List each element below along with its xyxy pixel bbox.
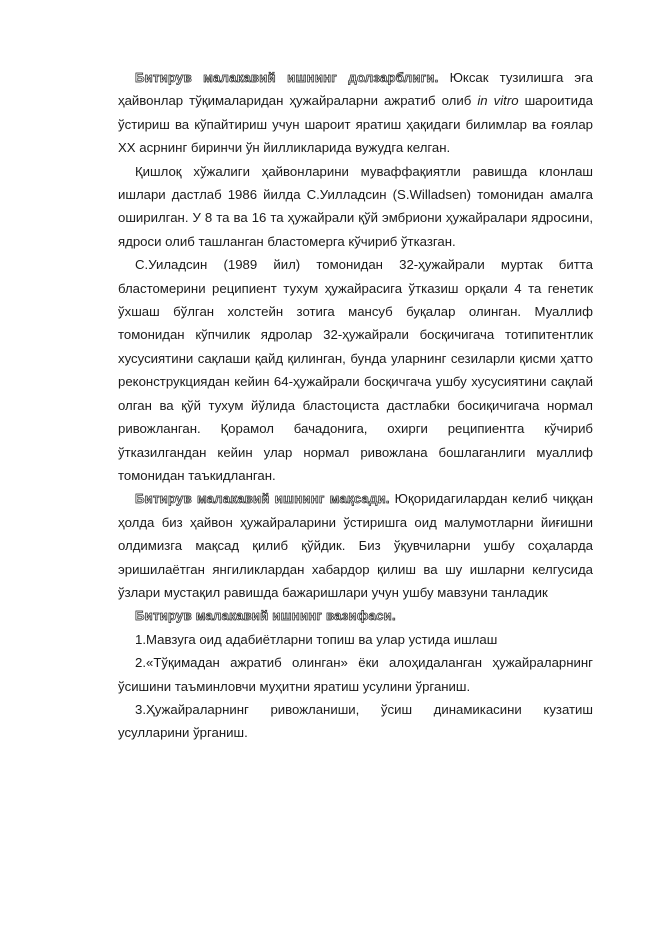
willadsen-paragraph: С.Уиладсин (1989 йил) томонидан 32-ҳужайрали муртак битта бластомерини реципиент тухум ҳужайрасига ўтказиш орқали 4 та генетик ўхшаш бўлган холстейн зотига мансуб буқалар олинган. Муаллиф томонидан кўпчилик ядролар 32-ҳужайрали босқичигача тотипитентлик хусусиятини сақлаши қайд қилинган, бунда уларнинг сезиларли қисми ҳатто реконструкциядан кейин 64-ҳужайрали босқичгача ушбу хусусиятини сақлай олган ва қўй тухум йўлида бластоциста дастлабки босиқичигача нормал ривожланган. Қорамол бачадонига, охирги реципиентга кўчириб ўтказилгандан кейин улар нормал ривожлана бошлаганлиги муаллиф томонидан таъкидланган.: [118, 257, 593, 483]
task-item-1: 1.Мавзуга оид адабиётларни топиш ва улар устида ишлаш: [135, 631, 498, 647]
tasks-heading: Битирув малакавий ишнинг вазифаси.: [135, 608, 396, 624]
task-item-3: 3.Ҳужайраларнинг ривожланиши, ўсиш динамикасини кузатиш усулларини ўрганиш.: [118, 701, 593, 741]
relevance-text-a: Юксак тузилишга эга ҳайвонлар тўқималаридан ҳужайраларни ажратиб олиб: [118, 70, 594, 109]
task-item-2: 2.«Тўқимадан ажратиб олинган» ёки алоҳидаланган ҳужайраларнинг ўсишини таъминловчи муҳитни яратиш усулини ўрганиш.: [118, 655, 593, 694]
goal-text: Юқоридагилардан келиб чиққан ҳолда биз ҳайвон ҳужайраларини ўстиришга оид малумотларни йиғишни олдимизга мақсад қилиб қўйдик. Биз ўқувчиларни ушбу соҳаларда эришилаётган янгиликлардан хабардор қилиш ва шу ишларни келгусида ўзлари мустақил равишда бажаришлари учун ушбу мавзуни танладик: [118, 491, 593, 600]
relevance-heading: Битирув малакавий ишнинг долзарблиги.: [135, 70, 439, 85]
goal-paragraph: [118, 487, 593, 604]
in-vitro-term: in vitro: [477, 93, 519, 109]
tasks-heading-paragraph: [118, 604, 593, 627]
relevance-paragraph: [118, 66, 593, 160]
relevance-text-b: шароитида ўстириш ва кўпайтириш учун шароит яратиш ҳақидаги билимлар ва ғоялар XX асрнинг биринчи ўн йилликларида вужудга келган.: [118, 93, 593, 156]
goal-heading: Битирув малакавий ишнинг мақсади.: [135, 491, 390, 507]
document-page: [118, 66, 593, 745]
cloning-history-paragraph: Қишлоқ хўжалиги ҳайвонларини муваффақиятли равишда клонлаш ишлари дастлаб 1986 йилда С.Уилладсин (S.Willadsen) томонидан амалга оширилган. У 8 та ва 16 та ҳужайрали қўй эмбриони ҳужайралари ядросини, ядроси олиб ташланган бластомерга кўчириб ўтказган.: [118, 163, 593, 249]
